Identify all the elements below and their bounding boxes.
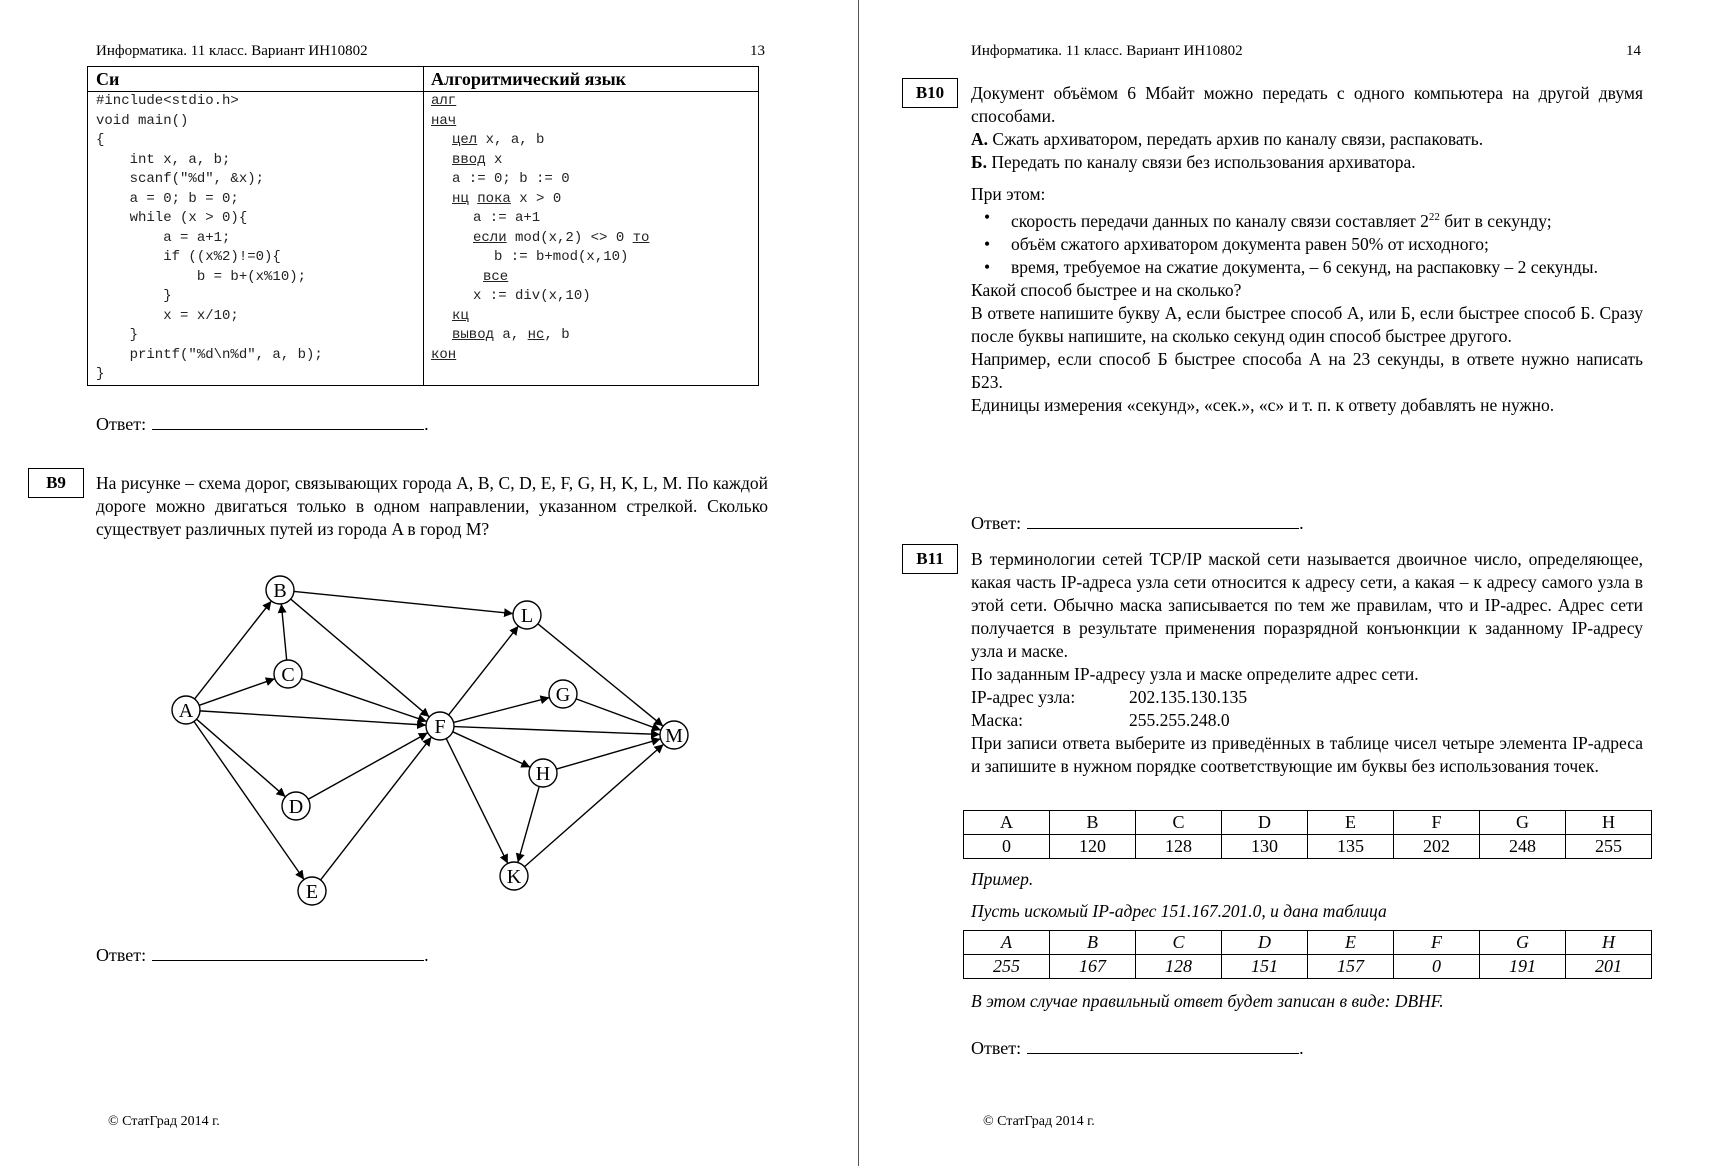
code-line: scanf("%d", &x); <box>96 171 265 187</box>
alg-line: нц пока x > 0 <box>452 190 562 207</box>
road-f-k <box>446 739 508 864</box>
node-l <box>513 601 541 629</box>
alg-line: нач <box>431 112 457 129</box>
road-f-l <box>449 626 519 715</box>
alg-line: кон <box>431 346 457 363</box>
b10-conditions <box>971 206 1643 279</box>
answer-b11: Ответ: . <box>971 1038 1304 1058</box>
b11-example-title: Пример. <box>971 869 1034 889</box>
alg-line: алг <box>431 93 457 109</box>
code-line: b = b+(x%10); <box>96 268 307 285</box>
alg-line: ввод x <box>452 151 503 168</box>
alg-line: если mod(x,2) <> 0 то <box>473 229 650 246</box>
answer-b9: Ответ: . <box>96 945 429 965</box>
road-c-b <box>281 604 286 660</box>
b10-when: При этом: <box>971 184 1046 204</box>
node-b <box>266 576 294 604</box>
road-h-k <box>518 786 539 862</box>
alg-line: a := 0; b := 0 <box>452 171 570 187</box>
code-line: while (x > 0){ <box>96 210 248 226</box>
b11-ip-row: IP-адрес узла: 202.135.130.135 <box>971 687 1248 707</box>
alg-line: b := b+mod(x,10) <box>494 249 629 265</box>
table-row: 255 167 128 151 157 0 191 201 <box>964 955 1652 979</box>
b11-example-table <box>963 930 1652 979</box>
svg-text:C: C <box>281 664 295 686</box>
b11-definition: В терминологии сетей TCP/IP маской сети называется двоичное число, определяющее, какая часть IP-адреса узла сети относится к адресу сети, а какая – к адресу самого узла в этой сети. Обычно маска записывается по тем же правилам, что и IP-адрес. Адрес сети получается в результате применения поразрядной конъюнкции к заданному IP-адресу узла и маске. <box>971 549 1643 661</box>
page-header: Информатика. 11 класс. Вариант ИН10802 <box>971 43 1243 59</box>
task-tag-b11: B11 <box>902 544 958 574</box>
answer-b8: Ответ: . <box>96 414 429 434</box>
code-line: if ((x%2)!=0){ <box>96 249 281 265</box>
code-line: int x, a, b; <box>96 151 231 168</box>
alg-line: все <box>483 268 509 285</box>
road-a-c <box>199 679 275 706</box>
svg-text:B: B <box>273 580 287 602</box>
task-tag-b10: B10 <box>902 78 958 108</box>
svg-text:A: A <box>178 700 194 722</box>
code-line: } <box>96 366 105 382</box>
road-f-g <box>454 698 550 723</box>
alg-line: кц <box>452 307 469 324</box>
code-line: printf("%d\n%d", a, b); <box>96 346 323 363</box>
right-page <box>859 0 1716 1166</box>
b10-example: Например, если способ Б быстрее способа А на 23 секунды, в ответе нужно написать Б23. <box>971 348 1643 392</box>
code-line: #include<stdio.h> <box>96 93 239 109</box>
b10-units-note: Единицы измерения «секунд», «сек.», «с» и т. п. к ответу добавлять не нужно. <box>971 394 1555 415</box>
answer-b11-blank[interactable] <box>1027 1038 1299 1054</box>
node-f <box>426 712 454 740</box>
b10-option-a: А. Сжать архиватором, передать архив по каналу связи, распаковать. <box>971 129 1484 149</box>
b10-question: Какой способ быстрее и на сколько? <box>971 279 1242 300</box>
code-line: a = 0; b = 0; <box>96 190 239 207</box>
alg-line: a := a+1 <box>473 210 541 226</box>
answer-b9-blank[interactable] <box>152 945 424 961</box>
b11-task: По заданным IP-адресу узла и маске определите адрес сети. <box>971 664 1419 684</box>
road-f-m <box>454 727 660 735</box>
page-number: 13 <box>750 43 765 59</box>
table-row: A B C D E F G H <box>964 931 1652 955</box>
node-e <box>298 877 326 905</box>
node-c <box>274 660 302 688</box>
page-footer: © СтатГрад 2014 г. <box>108 1114 220 1129</box>
code-line: { <box>96 132 105 148</box>
road-a-d <box>197 719 286 797</box>
alg-line: вывод a, нс, b <box>452 327 570 343</box>
b11-answer-instruction: При записи ответа выберите из приведённых в таблице чисел четыре элемента IP-адреса и запишите в нужном порядке соответствующие им буквы без использования точек. <box>971 733 1643 776</box>
code-col-c-title: Си <box>96 69 120 89</box>
node-k <box>500 862 528 890</box>
code-line: void main() <box>96 112 189 129</box>
b11-values-table <box>963 810 1652 859</box>
graph-edges <box>194 591 663 880</box>
code-line: a = a+1; <box>96 229 231 246</box>
list-item: • время, требуемое на сжатие документа, – 6 секунд, на распаковку – 2 секунды. <box>984 256 1598 277</box>
road-a-f <box>200 711 426 725</box>
svg-text:E: E <box>305 881 319 903</box>
b10-text <box>971 82 1643 417</box>
road-f-h <box>453 732 531 767</box>
svg-text:G: G <box>555 684 571 706</box>
answer-b10: Ответ: . <box>971 513 1304 533</box>
svg-text:F: F <box>434 716 446 738</box>
node-g <box>549 680 577 708</box>
code-col-alg-title: Алгоритмический язык <box>431 69 627 89</box>
answer-b8-blank[interactable] <box>152 414 424 430</box>
alg-line: цел x, a, b <box>452 132 545 148</box>
road-b-l <box>294 591 513 613</box>
svg-text:L: L <box>520 605 534 627</box>
node-a <box>172 696 200 724</box>
node-h <box>529 759 557 787</box>
answer-b10-blank[interactable] <box>1027 513 1299 529</box>
road-e-f <box>321 737 432 880</box>
b11-mask-row: Маска: 255.255.248.0 <box>971 710 1230 730</box>
code-table <box>87 66 759 386</box>
b11-example-answer: В этом случае правильный ответ будет записан в виде: DBHF. <box>971 991 1444 1011</box>
svg-text:K: K <box>506 866 522 888</box>
code-line: } <box>96 327 139 343</box>
page-header: Информатика. 11 класс. Вариант ИН10802 <box>96 43 368 59</box>
b11-example-intro: Пусть искомый IP-адрес 151.167.201.0, и дана таблица <box>971 901 1387 921</box>
graph-nodes <box>172 576 688 905</box>
page-footer: © СтатГрад 2014 г. <box>983 1114 1095 1129</box>
b10-intro: Документ объёмом 6 Мбайт можно передать с одного компьютера на другой двумя способами. <box>971 83 1643 126</box>
table-row: 0 120 128 130 135 202 248 255 <box>964 835 1652 859</box>
code-line: } <box>96 288 172 304</box>
alg-line: x := div(x,10) <box>473 288 591 304</box>
road-c-f <box>301 679 427 722</box>
b10-option-b: Б. Передать по каналу связи без использования архиватора. <box>971 152 1416 172</box>
b11-text <box>971 548 1643 778</box>
svg-text:H: H <box>535 763 551 785</box>
task-tag-b9: B9 <box>28 468 84 498</box>
node-m <box>660 721 688 749</box>
list-item: • объём сжатого архиватором документа равен 50% от исходного; <box>984 233 1489 254</box>
svg-text:M: M <box>665 725 683 747</box>
road-l-m <box>538 624 663 726</box>
node-d <box>282 792 310 820</box>
b9-text: На рисунке – схема дорог, связывающих города A, B, C, D, E, F, G, H, K, L, M. По каждой дороге можно двигаться только в одном направлении, указанном стрелкой. Сколько существует различных путей из города A в город M? <box>96 473 768 539</box>
page-number: 14 <box>1626 43 1641 59</box>
svg-text:D: D <box>288 796 304 818</box>
code-line: x = x/10; <box>96 307 239 324</box>
road-graph <box>150 565 710 920</box>
list-item: • скорость передачи данных по каналу связи составляет $2^{22}$ бит в секунду; <box>984 207 1552 231</box>
table-row: A B C D E F G H <box>964 811 1652 835</box>
b10-instruction: В ответе напишите букву А, если быстрее способ А, или Б, если быстрее способ Б. Сразу после буквы напишите, на сколько секунд один способ быстрее другого. <box>971 302 1643 346</box>
road-h-m <box>556 739 660 769</box>
